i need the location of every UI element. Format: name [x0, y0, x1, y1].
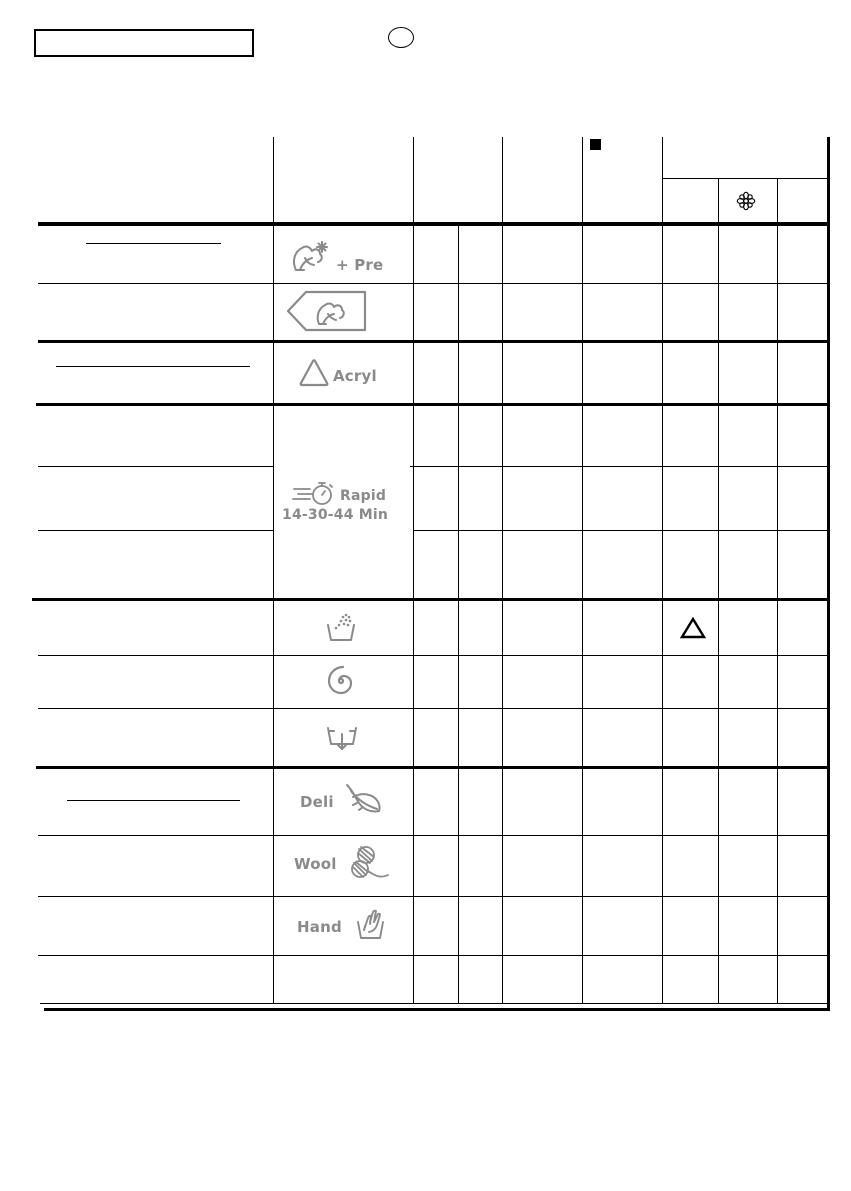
row-separator	[38, 835, 828, 836]
header-title-box	[34, 29, 254, 57]
grid-line	[582, 137, 583, 1003]
row-separator	[38, 896, 828, 897]
delicate-feather-icon	[343, 783, 383, 815]
section-separator	[32, 598, 830, 601]
wool-label: Wool	[294, 855, 337, 873]
row-separator	[38, 466, 273, 467]
section-separator	[36, 403, 830, 406]
row-separator	[38, 655, 828, 656]
grid-line	[662, 137, 663, 1003]
country-code-circle	[388, 27, 414, 48]
grid-line	[718, 178, 719, 1003]
grid-line	[662, 178, 828, 179]
grid-line	[413, 137, 414, 1003]
row-separator	[38, 955, 828, 956]
row-separator	[38, 530, 273, 531]
grid-line	[273, 137, 274, 1003]
table-bottom-shadow	[40, 1003, 828, 1004]
section-separator	[38, 222, 830, 226]
rinse-shower-icon	[324, 611, 358, 643]
grid-line	[502, 137, 503, 1003]
wool-yarn-icon	[348, 845, 390, 881]
deli-label: Deli	[300, 793, 334, 811]
grid-line	[777, 178, 778, 1003]
spin-spiral-icon	[325, 665, 357, 697]
grid-line	[827, 137, 830, 1011]
section-separator	[36, 766, 830, 769]
section-underline	[86, 243, 221, 244]
row-separator	[38, 708, 828, 709]
cotton-tag-icon	[286, 290, 368, 332]
hand-wash-icon	[356, 908, 386, 940]
row-separator	[38, 283, 830, 284]
drain-icon	[326, 722, 358, 752]
row-separator	[410, 466, 828, 467]
section-separator	[38, 340, 830, 343]
black-square-marker	[590, 139, 601, 150]
softener-flower-icon	[736, 191, 756, 211]
acryl-triangle-icon	[298, 358, 330, 388]
row-separator	[413, 530, 828, 531]
rapid-times-label: 14-30-44 Min	[282, 507, 389, 523]
table-bottom-border	[44, 1008, 830, 1011]
hand-label: Hand	[297, 918, 342, 936]
section-underline	[56, 366, 250, 367]
rapid-label: Rapid	[340, 488, 387, 504]
warning-triangle-icon	[680, 617, 706, 639]
acryl-label: Acryl	[333, 367, 377, 385]
prewash-label: + Pre	[336, 256, 384, 274]
section-underline	[67, 800, 240, 801]
cotton-prewash-icon	[290, 240, 330, 276]
rapid-stopwatch-icon	[292, 479, 336, 507]
